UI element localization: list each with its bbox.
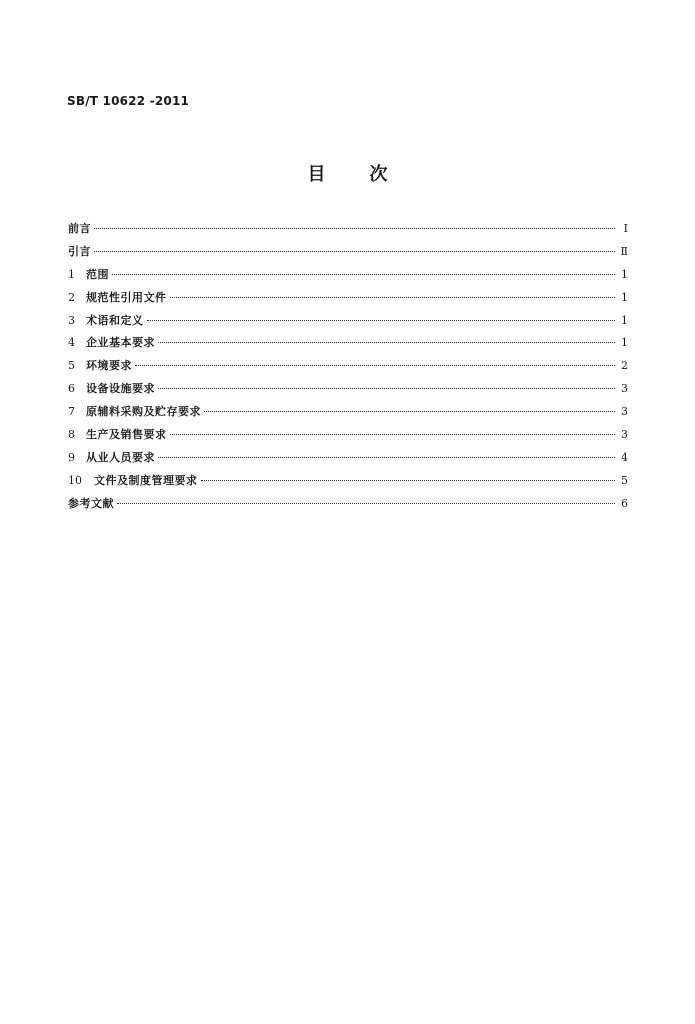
toc-entry-label: 术语和定义 [86, 313, 144, 327]
toc-leader-dots [158, 342, 615, 343]
toc-entry-label: 文件及制度管理要求 [94, 473, 198, 487]
toc-entry-page: 6 [621, 496, 628, 510]
toc-entry-page: 1 [621, 336, 628, 350]
table-of-contents [68, 218, 628, 516]
toc-leader-dots [158, 457, 615, 458]
toc-entry-page: 5 [621, 473, 628, 487]
toc-entry-enterprise-requirements[interactable] [68, 332, 628, 355]
toc-entry-introduction[interactable] [68, 241, 628, 264]
toc-entry-page: 1 [621, 313, 628, 327]
toc-entry-number: 4 [68, 336, 75, 350]
toc-leader-dots [117, 503, 615, 504]
toc-entry-label: 规范性引用文件 [86, 290, 167, 304]
toc-entry-production-sales-requirements[interactable] [68, 424, 628, 447]
toc-leader-dots [94, 228, 615, 229]
toc-leader-dots [147, 320, 616, 321]
toc-entry-label: 生产及销售要求 [86, 428, 167, 442]
toc-entry-label: 企业基本要求 [86, 336, 155, 350]
toc-leader-dots [170, 434, 616, 435]
toc-entry-page: 4 [621, 450, 628, 464]
toc-leader-dots [112, 274, 615, 275]
toc-leader-dots [170, 297, 616, 298]
toc-entry-page: 3 [621, 382, 628, 396]
toc-entry-page: 1 [621, 267, 628, 281]
toc-entry-number: 3 [68, 313, 75, 327]
toc-leader-dots [135, 365, 615, 366]
toc-leader-dots [201, 480, 616, 481]
toc-entry-page: 3 [621, 428, 628, 442]
toc-entry-label: 原辅料采购及贮存要求 [86, 405, 201, 419]
toc-entry-label: 引言 [68, 244, 91, 258]
toc-entry-label: 环境要求 [86, 359, 132, 373]
toc-leader-dots [158, 388, 615, 389]
toc-entry-label: 从业人员要求 [86, 450, 155, 464]
toc-entry-document-management[interactable] [68, 470, 628, 493]
toc-entry-label: 参考文献 [68, 496, 114, 510]
toc-entry-environment-requirements[interactable] [68, 355, 628, 378]
toc-entry-number: 10 [68, 473, 82, 487]
toc-entry-page: 2 [621, 359, 628, 373]
toc-entry-label: 设备设施要求 [86, 382, 155, 396]
toc-entry-terms-definitions[interactable] [68, 310, 628, 333]
toc-entry-label: 范围 [86, 267, 109, 281]
toc-entry-page: Ⅱ [620, 244, 628, 258]
toc-entry-number: 6 [68, 382, 75, 396]
toc-entry-number: 5 [68, 359, 75, 373]
toc-entry-page: 3 [621, 405, 628, 419]
document-code: SB/T 10622 -2011 [67, 94, 190, 108]
toc-entry-bibliography[interactable] [68, 493, 628, 516]
toc-entry-label: 前言 [68, 222, 91, 235]
toc-entry-normative-references[interactable] [68, 287, 628, 310]
toc-title: 目次 [307, 164, 432, 185]
toc-entry-number: 7 [68, 405, 75, 419]
toc-leader-dots [94, 251, 615, 252]
toc-entry-materials-requirements[interactable] [68, 401, 628, 424]
toc-entry-number: 1 [68, 267, 75, 281]
toc-entry-staff-requirements[interactable] [68, 447, 628, 470]
toc-entry-number: 8 [68, 428, 75, 442]
toc-leader-dots [204, 411, 615, 412]
toc-entry-number: 9 [68, 450, 75, 464]
toc-entry-page: Ⅰ [623, 222, 628, 235]
toc-entry-number: 2 [68, 290, 75, 304]
toc-entry-foreword[interactable] [68, 218, 628, 241]
toc-entry-equipment-requirements[interactable] [68, 378, 628, 401]
toc-entry-page: 1 [621, 290, 628, 304]
toc-entry-scope[interactable] [68, 264, 628, 287]
